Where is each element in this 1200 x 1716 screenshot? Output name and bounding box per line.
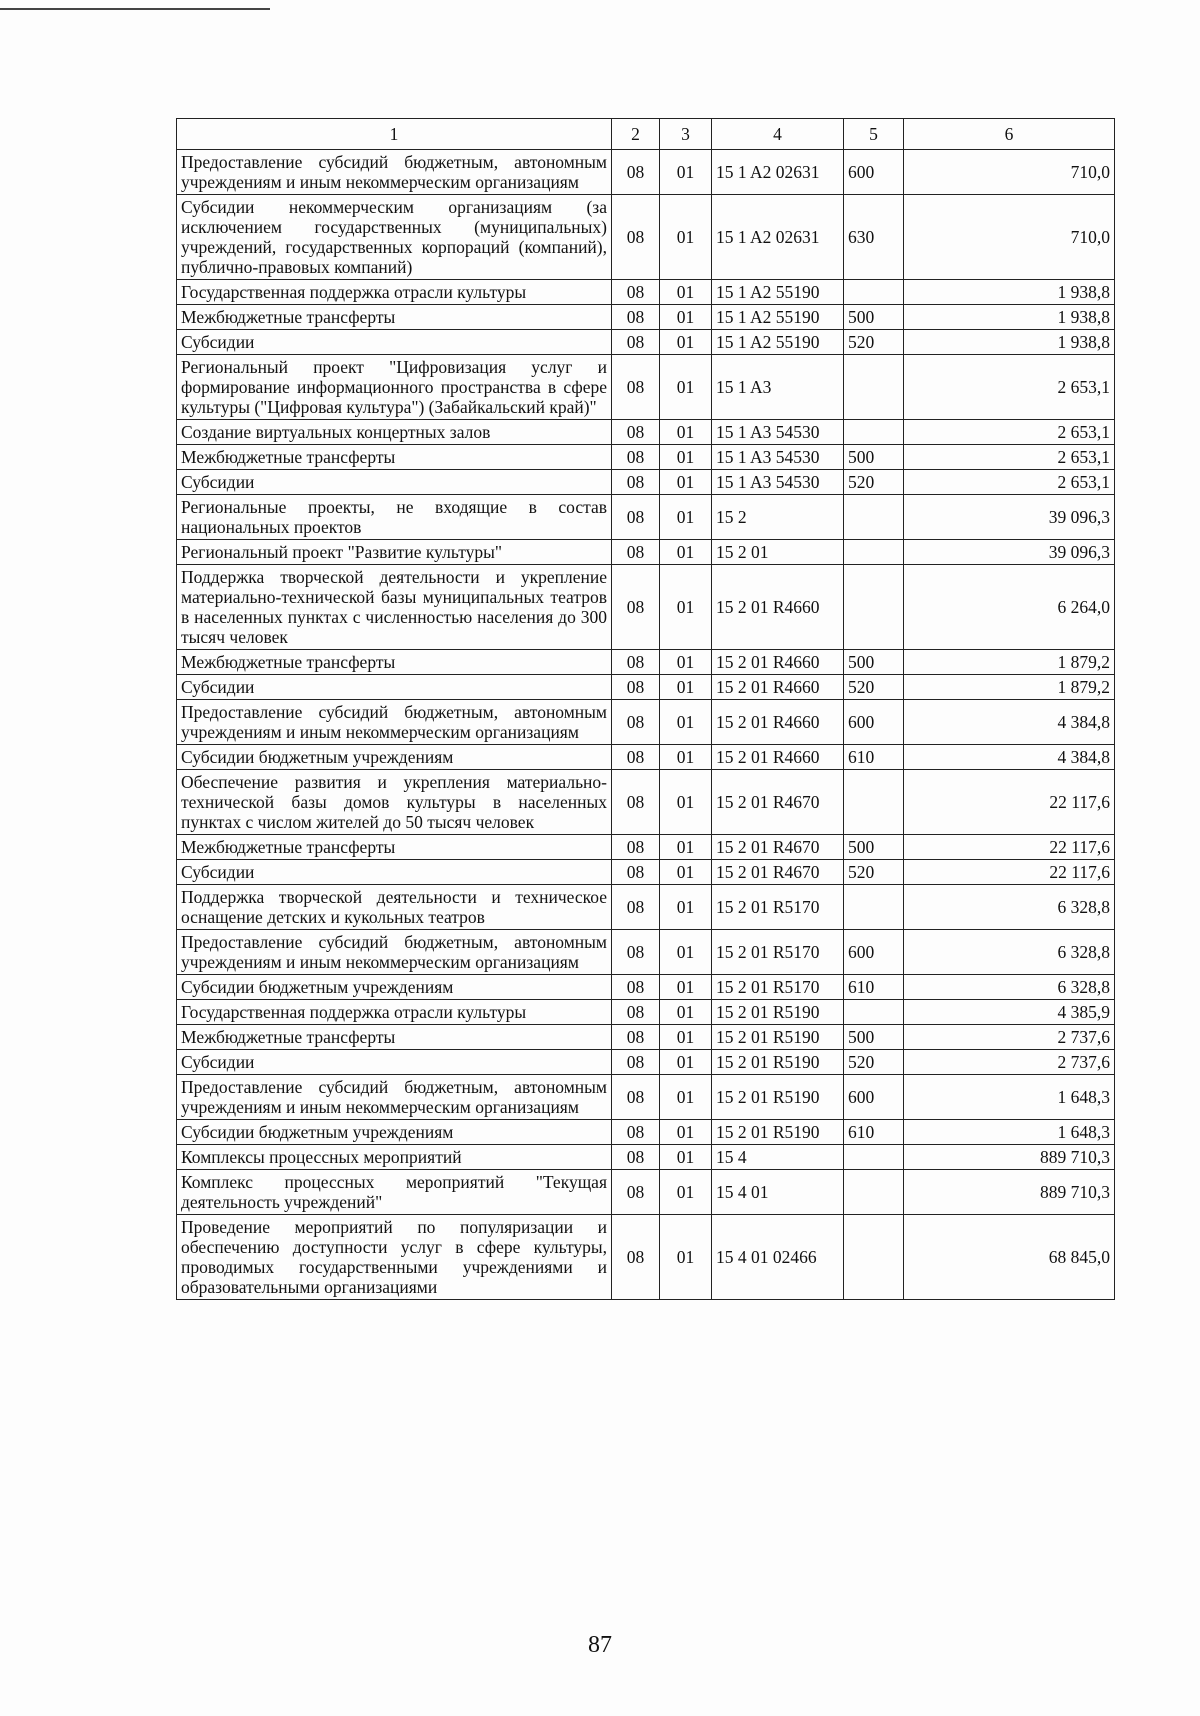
row-name: Субсидии некоммерческим организациям (за исключением государственных (муниципальных) учреждений, государственных корпораций (компаний), публично-правовых компаний) (177, 195, 612, 280)
row-target-code: 15 4 (712, 1145, 844, 1170)
table-row (177, 330, 1115, 355)
row-subsection: 01 (660, 1075, 712, 1120)
row-expense-type (844, 1170, 904, 1215)
row-amount: 1 879,2 (904, 650, 1115, 675)
row-subsection: 01 (660, 445, 712, 470)
row-amount: 6 328,8 (904, 975, 1115, 1000)
row-name: Поддержка творческой деятельности и техническое оснащение детских и кукольных театров (177, 885, 612, 930)
row-section: 08 (612, 1025, 660, 1050)
row-name: Обеспечение развития и укрепления материально-технической базы домов культуры в населенных пунктах с числом жителей до 50 тысяч человек (177, 770, 612, 835)
row-subsection: 01 (660, 280, 712, 305)
row-amount: 68 845,0 (904, 1215, 1115, 1300)
row-amount: 22 117,6 (904, 770, 1115, 835)
row-amount: 1 648,3 (904, 1075, 1115, 1120)
table-row (177, 885, 1115, 930)
table-row (177, 1025, 1115, 1050)
row-target-code: 15 2 01 R5170 (712, 975, 844, 1000)
row-section: 08 (612, 280, 660, 305)
row-name: Межбюджетные трансферты (177, 650, 612, 675)
table-row (177, 495, 1115, 540)
row-amount: 22 117,6 (904, 835, 1115, 860)
budget-table (176, 118, 1115, 1300)
table-row (177, 700, 1115, 745)
row-amount: 6 328,8 (904, 930, 1115, 975)
row-expense-type (844, 355, 904, 420)
table-row (177, 540, 1115, 565)
row-name: Субсидии (177, 470, 612, 495)
row-section: 08 (612, 150, 660, 195)
table-row (177, 770, 1115, 835)
table-row (177, 280, 1115, 305)
row-expense-type: 600 (844, 150, 904, 195)
row-section: 08 (612, 835, 660, 860)
row-amount: 1 648,3 (904, 1120, 1115, 1145)
row-amount: 6 328,8 (904, 885, 1115, 930)
row-subsection: 01 (660, 1050, 712, 1075)
row-section: 08 (612, 470, 660, 495)
row-expense-type (844, 1145, 904, 1170)
table-row (177, 445, 1115, 470)
row-amount: 39 096,3 (904, 495, 1115, 540)
row-amount: 4 385,9 (904, 1000, 1115, 1025)
row-expense-type: 500 (844, 305, 904, 330)
table-row (177, 1120, 1115, 1145)
row-section: 08 (612, 305, 660, 330)
row-subsection: 01 (660, 770, 712, 835)
row-target-code: 15 2 01 R4660 (712, 745, 844, 770)
row-section: 08 (612, 355, 660, 420)
row-subsection: 01 (660, 355, 712, 420)
row-target-code: 15 1 A3 54530 (712, 420, 844, 445)
table-row (177, 150, 1115, 195)
row-name: Субсидии (177, 675, 612, 700)
row-name: Субсидии бюджетным учреждениям (177, 975, 612, 1000)
row-expense-type (844, 770, 904, 835)
row-amount: 2 737,6 (904, 1025, 1115, 1050)
row-subsection: 01 (660, 305, 712, 330)
row-name: Субсидии (177, 330, 612, 355)
row-section: 08 (612, 445, 660, 470)
table-row (177, 470, 1115, 495)
row-subsection: 01 (660, 930, 712, 975)
row-expense-type: 600 (844, 930, 904, 975)
row-section: 08 (612, 420, 660, 445)
row-amount: 1 938,8 (904, 280, 1115, 305)
row-section: 08 (612, 1120, 660, 1145)
row-section: 08 (612, 1075, 660, 1120)
table-row (177, 1145, 1115, 1170)
table-row (177, 860, 1115, 885)
row-target-code: 15 1 A3 54530 (712, 445, 844, 470)
row-section: 08 (612, 675, 660, 700)
row-section: 08 (612, 330, 660, 355)
row-subsection: 01 (660, 195, 712, 280)
row-target-code: 15 2 01 R5190 (712, 1120, 844, 1145)
row-target-code: 15 2 01 R5190 (712, 1075, 844, 1120)
row-expense-type: 630 (844, 195, 904, 280)
row-amount: 710,0 (904, 195, 1115, 280)
row-target-code: 15 2 (712, 495, 844, 540)
row-target-code: 15 2 01 R4660 (712, 700, 844, 745)
row-section: 08 (612, 1050, 660, 1075)
table-row (177, 675, 1115, 700)
row-section: 08 (612, 930, 660, 975)
table-row (177, 1215, 1115, 1300)
row-subsection: 01 (660, 495, 712, 540)
row-expense-type: 500 (844, 835, 904, 860)
table-row (177, 355, 1115, 420)
row-expense-type (844, 1000, 904, 1025)
row-target-code: 15 2 01 R5190 (712, 1025, 844, 1050)
row-name: Субсидии бюджетным учреждениям (177, 745, 612, 770)
row-name: Поддержка творческой деятельности и укрепление материально-технической базы муниципальных театров в населенных пунктах с численностью населения до 300 тысяч человек (177, 565, 612, 650)
row-expense-type: 610 (844, 975, 904, 1000)
table-row (177, 420, 1115, 445)
table-row (177, 975, 1115, 1000)
row-section: 08 (612, 650, 660, 675)
row-name: Субсидии бюджетным учреждениям (177, 1120, 612, 1145)
row-section: 08 (612, 495, 660, 540)
table-row (177, 835, 1115, 860)
row-expense-type: 520 (844, 860, 904, 885)
row-target-code: 15 1 A2 55190 (712, 330, 844, 355)
row-section: 08 (612, 1170, 660, 1215)
row-section: 08 (612, 885, 660, 930)
row-target-code: 15 2 01 R4670 (712, 835, 844, 860)
row-target-code: 15 2 01 R4670 (712, 770, 844, 835)
row-name: Субсидии (177, 860, 612, 885)
row-subsection: 01 (660, 745, 712, 770)
row-target-code: 15 1 A2 55190 (712, 280, 844, 305)
table-row (177, 1075, 1115, 1120)
row-expense-type: 610 (844, 1120, 904, 1145)
row-amount: 889 710,3 (904, 1170, 1115, 1215)
row-name: Предоставление субсидий бюджетным, автономным учреждениям и иным некоммерческим организациям (177, 1075, 612, 1120)
row-subsection: 01 (660, 565, 712, 650)
table-row (177, 745, 1115, 770)
table-body (177, 150, 1115, 1300)
table-row (177, 305, 1115, 330)
row-target-code: 15 1 A3 54530 (712, 470, 844, 495)
row-section: 08 (612, 195, 660, 280)
row-subsection: 01 (660, 330, 712, 355)
row-subsection: 01 (660, 1025, 712, 1050)
row-target-code: 15 2 01 (712, 540, 844, 565)
row-subsection: 01 (660, 885, 712, 930)
row-expense-type (844, 885, 904, 930)
row-name: Государственная поддержка отрасли культуры (177, 280, 612, 305)
row-section: 08 (612, 975, 660, 1000)
table-row (177, 1050, 1115, 1075)
top-rule (0, 8, 270, 10)
row-subsection: 01 (660, 420, 712, 445)
row-target-code: 15 2 01 R4670 (712, 860, 844, 885)
row-expense-type (844, 1215, 904, 1300)
header-cell-name: 1 (177, 119, 612, 150)
row-subsection: 01 (660, 835, 712, 860)
row-target-code: 15 2 01 R5190 (712, 1050, 844, 1075)
table-row (177, 195, 1115, 280)
row-name: Предоставление субсидий бюджетным, автономным учреждениям и иным некоммерческим организациям (177, 930, 612, 975)
row-expense-type: 520 (844, 330, 904, 355)
row-name: Межбюджетные трансферты (177, 1025, 612, 1050)
row-amount: 4 384,8 (904, 700, 1115, 745)
table-row (177, 1170, 1115, 1215)
header-cell-subsection: 3 (660, 119, 712, 150)
header-cell-target-code: 4 (712, 119, 844, 150)
row-subsection: 01 (660, 700, 712, 745)
row-name: Субсидии (177, 1050, 612, 1075)
table-row (177, 650, 1115, 675)
row-name: Региональный проект "Цифровизация услуг и формирование информационного пространства в сфере культуры ("Цифровая культура") (Забайкальский край)" (177, 355, 612, 420)
row-amount: 2 737,6 (904, 1050, 1115, 1075)
page-number: 87 (588, 1632, 612, 1658)
row-name: Межбюджетные трансферты (177, 305, 612, 330)
row-amount: 1 879,2 (904, 675, 1115, 700)
row-target-code: 15 2 01 R4660 (712, 675, 844, 700)
table-row (177, 930, 1115, 975)
table-header-row (177, 119, 1115, 150)
row-amount: 2 653,1 (904, 420, 1115, 445)
row-target-code: 15 2 01 R4660 (712, 565, 844, 650)
row-amount: 2 653,1 (904, 470, 1115, 495)
row-section: 08 (612, 540, 660, 565)
row-subsection: 01 (660, 540, 712, 565)
row-amount: 1 938,8 (904, 305, 1115, 330)
row-subsection: 01 (660, 1170, 712, 1215)
row-name: Межбюджетные трансферты (177, 445, 612, 470)
row-subsection: 01 (660, 1000, 712, 1025)
row-name: Предоставление субсидий бюджетным, автономным учреждениям и иным некоммерческим организациям (177, 150, 612, 195)
row-target-code: 15 2 01 R5170 (712, 885, 844, 930)
row-amount: 2 653,1 (904, 355, 1115, 420)
header-cell-expense-type: 5 (844, 119, 904, 150)
row-name: Региональный проект "Развитие культуры" (177, 540, 612, 565)
row-expense-type (844, 565, 904, 650)
row-target-code: 15 4 01 02466 (712, 1215, 844, 1300)
row-expense-type: 520 (844, 470, 904, 495)
row-expense-type (844, 280, 904, 305)
row-amount: 2 653,1 (904, 445, 1115, 470)
row-amount: 39 096,3 (904, 540, 1115, 565)
row-subsection: 01 (660, 675, 712, 700)
row-section: 08 (612, 565, 660, 650)
row-expense-type: 500 (844, 1025, 904, 1050)
row-name: Региональные проекты, не входящие в состав национальных проектов (177, 495, 612, 540)
row-name: Комплекс процессных мероприятий "Текущая деятельность учреждений" (177, 1170, 612, 1215)
row-subsection: 01 (660, 975, 712, 1000)
row-target-code: 15 1 A2 02631 (712, 195, 844, 280)
row-subsection: 01 (660, 470, 712, 495)
row-name: Межбюджетные трансферты (177, 835, 612, 860)
row-subsection: 01 (660, 1145, 712, 1170)
row-section: 08 (612, 745, 660, 770)
row-subsection: 01 (660, 650, 712, 675)
header-cell-amount: 6 (904, 119, 1115, 150)
row-target-code: 15 2 01 R4660 (712, 650, 844, 675)
row-expense-type: 600 (844, 700, 904, 745)
row-section: 08 (612, 1000, 660, 1025)
row-amount: 6 264,0 (904, 565, 1115, 650)
row-amount: 889 710,3 (904, 1145, 1115, 1170)
row-section: 08 (612, 770, 660, 835)
row-name: Создание виртуальных концертных залов (177, 420, 612, 445)
row-subsection: 01 (660, 860, 712, 885)
row-name: Предоставление субсидий бюджетным, автономным учреждениям и иным некоммерческим организациям (177, 700, 612, 745)
row-amount: 1 938,8 (904, 330, 1115, 355)
row-expense-type: 610 (844, 745, 904, 770)
table-row (177, 565, 1115, 650)
row-name: Государственная поддержка отрасли культуры (177, 1000, 612, 1025)
row-expense-type (844, 420, 904, 445)
row-section: 08 (612, 1215, 660, 1300)
row-amount: 22 117,6 (904, 860, 1115, 885)
row-subsection: 01 (660, 150, 712, 195)
row-section: 08 (612, 700, 660, 745)
row-subsection: 01 (660, 1215, 712, 1300)
row-name: Проведение мероприятий по популяризации и обеспечению доступности услуг в сфере культуры, проводимых государственными учреждениями и образовательными организациями (177, 1215, 612, 1300)
row-target-code: 15 2 01 R5190 (712, 1000, 844, 1025)
row-amount: 4 384,8 (904, 745, 1115, 770)
row-expense-type (844, 540, 904, 565)
row-expense-type: 500 (844, 650, 904, 675)
row-subsection: 01 (660, 1120, 712, 1145)
row-expense-type (844, 495, 904, 540)
row-target-code: 15 4 01 (712, 1170, 844, 1215)
row-name: Комплексы процессных мероприятий (177, 1145, 612, 1170)
row-expense-type: 520 (844, 675, 904, 700)
row-expense-type: 500 (844, 445, 904, 470)
row-target-code: 15 1 A2 02631 (712, 150, 844, 195)
table-row (177, 1000, 1115, 1025)
row-section: 08 (612, 1145, 660, 1170)
header-cell-section: 2 (612, 119, 660, 150)
row-target-code: 15 1 A3 (712, 355, 844, 420)
row-expense-type: 520 (844, 1050, 904, 1075)
row-section: 08 (612, 860, 660, 885)
row-amount: 710,0 (904, 150, 1115, 195)
row-expense-type: 600 (844, 1075, 904, 1120)
row-target-code: 15 1 A2 55190 (712, 305, 844, 330)
row-target-code: 15 2 01 R5170 (712, 930, 844, 975)
